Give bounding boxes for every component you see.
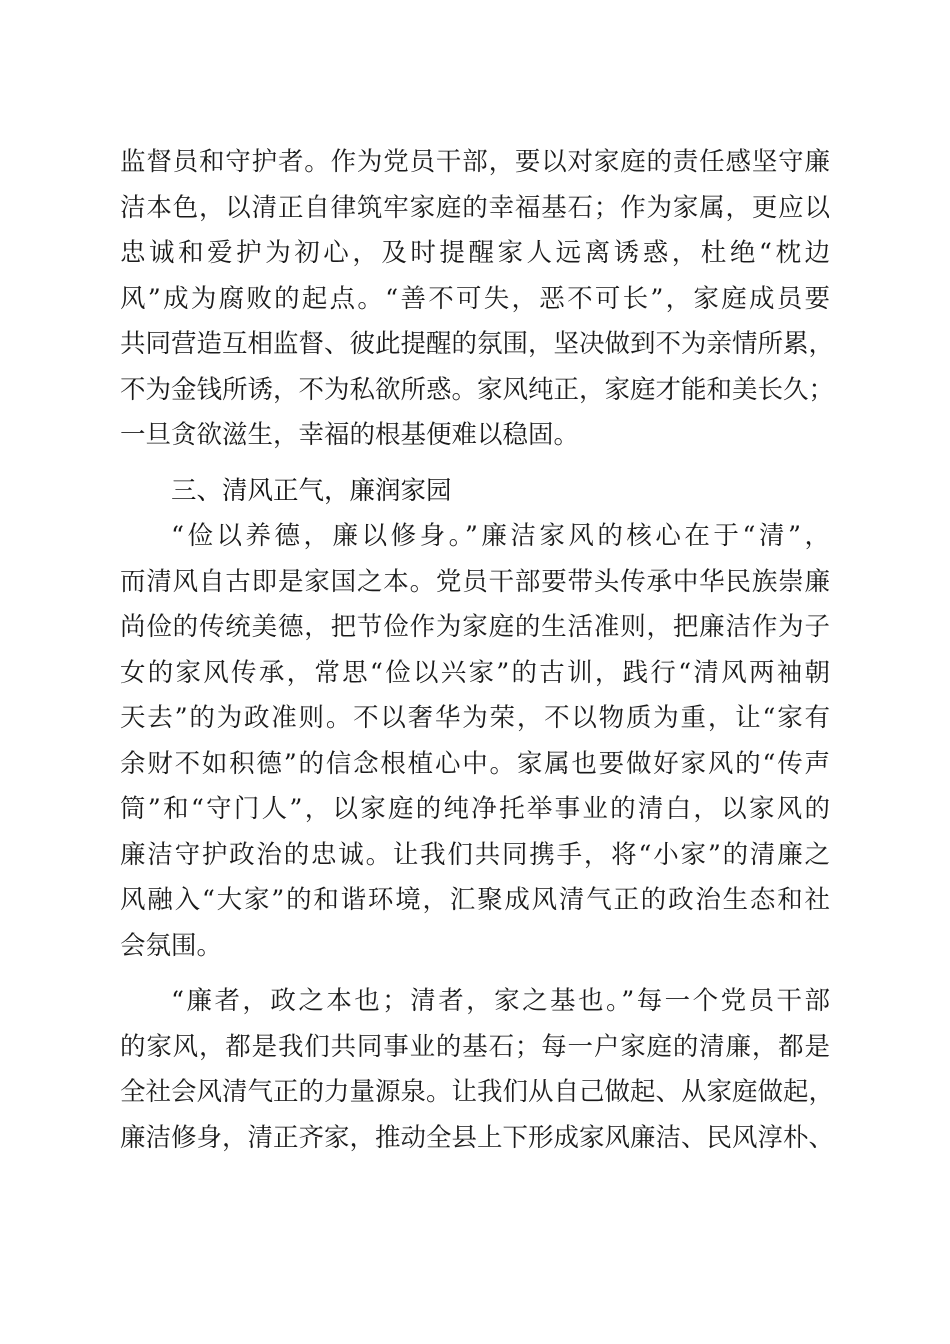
paragraph-line: 余财不如积德”的信念根植心中。家属也要做好家风的“传声 <box>120 748 830 779</box>
paragraph-line: 监督员和守护者。作为党员干部，要以对家庭的责任感坚守廉 <box>120 147 830 177</box>
paragraph-line: 廉洁守护政治的忠诚。让我们共同携手，将“小家”的清廉之 <box>120 839 830 870</box>
paragraph-line: 共同营造互相监督、彼此提醒的氛围，坚决做到不为亲情所累， <box>120 329 835 359</box>
paragraph-line: 筒”和“守门人”，以家庭的纯净托举事业的清白，以家风的 <box>120 794 830 824</box>
paragraph-line: 尚俭的传统美德，把节俭作为家庭的生活准则，把廉洁作为子 <box>120 612 830 642</box>
paragraph-line: 会氛围。 <box>120 930 223 961</box>
paragraph-line: 一旦贪欲滋生，幸福的根基便难以稳固。 <box>120 420 580 450</box>
paragraph-line: 而清风自古即是家国之本。党员干部要带头传承中华民族崇廉 <box>120 566 830 597</box>
paragraph-1 <box>120 140 835 459</box>
paragraph-line: “廉者，政之本也；清者，家之基也。”每一个党员干部 <box>171 986 830 1016</box>
paragraph-line: “俭以养德，廉以修身。”廉洁家风的核心在于“清”， <box>171 521 830 551</box>
paragraph-line: 女的家风传承，常思“俭以兴家”的古训，践行“清风两袖朝 <box>120 657 830 688</box>
paragraph-line: 风融入“大家”的和谐环境，汇聚成风清气正的政治生态和社 <box>120 885 830 915</box>
paragraph-line: 洁本色，以清正自律筑牢家庭的幸福基石；作为家属，更应以 <box>120 192 830 223</box>
paragraph-2 <box>120 514 830 969</box>
paragraph-line: 风”成为腐败的起点。“善不可失，恶不可长”，家庭成员要 <box>120 283 830 314</box>
section-heading: 三、清风正气，廉润家园 <box>171 475 452 506</box>
paragraph-line: 不为金钱所诱，不为私欲所惑。家风纯正，家庭才能和美长久； <box>120 374 835 405</box>
paragraph-line: 的家风，都是我们共同事业的基石；每一户家庭的清廉，都是 <box>120 1031 830 1062</box>
paragraph-line: 忠诚和爱护为初心，及时提醒家人远离诱惑，杜绝“枕边 <box>120 238 830 268</box>
document-page <box>120 140 835 1161</box>
paragraph-line: 天去”的为政准则。不以奢华为荣，不以物质为重，让“家有 <box>120 703 830 733</box>
paragraph-line: 全社会风清气正的力量源泉。让我们从自己做起、从家庭做起， <box>120 1077 835 1107</box>
paragraph-line: 廉洁修身，清正齐家，推动全县上下形成家风廉洁、民风淳朴、 <box>120 1122 835 1153</box>
paragraph-3 <box>120 979 835 1161</box>
